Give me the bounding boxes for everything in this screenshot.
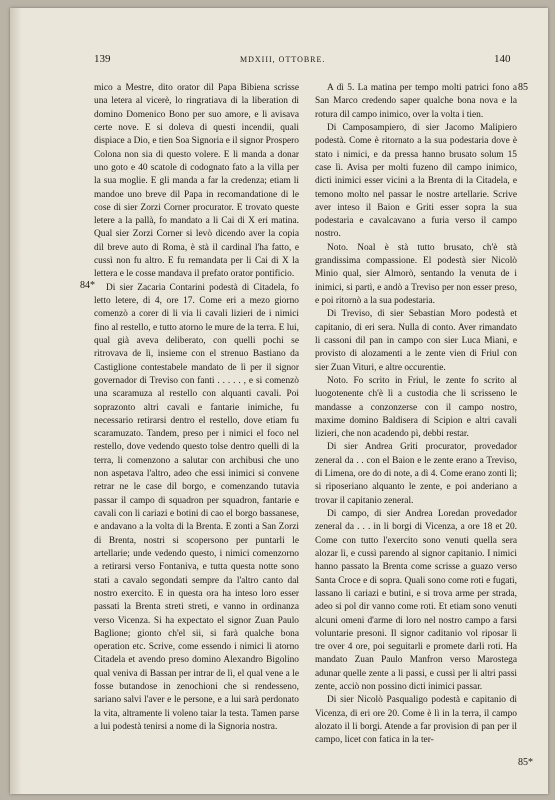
book-spine-shadow: [10, 8, 22, 794]
running-title: MDXIII, OTTOBRE.: [240, 55, 326, 64]
paragraph: Di Treviso, di sier Sebastian Moro podestà et capitanio, di eri sera. Nulla di conto. Aver rimandato li cassoni dil pan in campo con sier Luca Miani, e provisto di alozamenti a le zente vien di Friul con sier Zuan Vituri, e altre occurentie.: [315, 309, 517, 373]
right-text-column: [315, 82, 517, 748]
margin-number-85: 85: [518, 82, 528, 93]
paragraph: Noto. Noal è stà tutto brusato, ch'è stà grandissima compassione. El podestà sier Nicolò Minio qual, sier Almorò, sentando la venuta de i inimici, si partì, e andò a Treviso per non esser preso, e poi ritornò a la sua podestaria.: [315, 242, 517, 306]
paragraph: Di sier Nicolò Pasqualigo podestà e capitanio di Vicenza, di eri ore 20. Come è lì in la terra, il campo alozato il li borgi. Atende a far provision di pan per il campo, licet con fatica in la ter-: [315, 695, 517, 746]
paragraph: Noto. Fo scrito in Friul, le zente fo scrito al luogotenente ch'è lì a custodia che li scrisseno le mandasse a conzonzerse con il campo nostro, maxime domino Baldisera di Scipion e altri cavali lizieri, che non acadendo pì, debbi restar.: [315, 375, 517, 440]
paragraph: Di campo, di sier Andrea Loredan provedador zeneral da . . . in li borgi di Vicenza, a ore 18 et 20. Come con tutto l'exercito sono venuti quella sera alozar lì, e cussì parendo al signor capitanio. I nimici hanno passato la Brenta come scrisse a guazo verso Santa Croce e di sopra. Quali sono come roti e fugati, lassano li cariazi e butini, e si trova arme per strada, adeo si pol dir vanno come roti. Et etiam sono venuti alcuni omeni d'arme di loro nel nostro campo a farsi voluntarie presoni. Il signor caditanio vol riposar lì tre over 4 ore, poi seguitarli e promete darli roti. Ha mandato Zuan Paulo Manfron verso Marostega adunar quelle zente a li passi, e cussì per li altri passi zente, acciò non possino dicti inimici passar.: [315, 509, 517, 693]
paragraph: Di sier Zacaria Contarini podestà di Citadela, fo letto letere, di 4, ore 17. Come eri a mezo giorno comenzò a corer di li via li cavali lizieri de i nimici fino al restello, e tutto atorno le mure de la terra. E lui, qual già aveva deliberato, con quelli pochi se ritrovava de lì, insieme con el strenuo Bastiano da Castiglione contestabele mandato de lì per il signor governador di Treviso con fanti . . . . . , e si comenzò una scaramuza al restello con alquanti cavali. Poi soprazonto altri cavali e fantarie inimiche, fu necessario retirarsi dentro el restello, dove etiam fu scaramuzato. Tandem, preso per i nimici el foco nel restello, dove vedendo questo tolse dentro quelli di la terra, li comenzono a salutar con archibusi che uno non aspetava l'altro, adeo che essi inimici si convene retrar ne le case dil borgo, e comenzando tutavia passar il campo di squadron per squadron, fantarie e cavali con li cariazi e botini di cao el borgo bassanese, e andavano a la volta di la Brenta. E zonti a San Zorzi di Brenta, nostri si scopersono per puntarli le artellarie; unde vedendo questo, i nimici comenzorno a retirarsi verso Fontaniva, e tutta questa notte sono stati a cavalo segondati sempre da l'altro canto dal nostro exercito. E in questa ora ha inteso loro esser passati la Brenta streti streti, e vanno in ordinanza verso Vicenza. Si ha expectato el signor Zuan Paulo Baglione; gionto ch'el sii, si farà qualche bona operation etc. Scrive, come essendo i nimici lì atorno Citadela et avendo preso domino Alexandro Bigolino qual veniva di Bassan per intrar de lì, el qual vene a le fosse butandose in zenochioni che si rendesseno, sariano salvi l'aver e le persone, e a lui sarà perdonato la vita, altramente li voleno taiar la testa. Tamen parse a lui podestà tenirsi a nome di la Signoria nostra.: [94, 282, 299, 732]
left-text-column: [94, 82, 299, 734]
left-page-number: 139: [94, 53, 111, 65]
paragraph: Di sier Andrea Griti procurator, provedador zeneral da . . con el Baion e le zente erano a Treviso, di Limena, ore do di note, a dì 4. Come erano zonti lì; si riposeriano alquanto le zente, e poi anderiano a trovar il capitanio zeneral.: [315, 442, 517, 506]
margin-number-84: 84*: [80, 280, 95, 291]
paragraph: A dì 5. La matina per tempo molti patrici fono a San Marco credendo saper qualche bona nova e la rotura dil campo inimico, over la volta i tien.: [315, 83, 517, 120]
paragraph: Di Camposampiero, di sier Jacomo Malipiero podestà. Come è ritornato a la sua podestaria dove è stato i nimici, e da pressa hanno brusato solum 15 case lì. Avisa per molti fuzeno dil campo inimico, dicti inimici esser vicini a la Brenta di la Citadela, e temono molto nel passar le nostre artellarie. Scrive aver inteso il Baion e Griti esser sopra la sua podestaria e cavalcavano a furia verso il campo nostro.: [315, 122, 517, 240]
running-header: [10, 53, 548, 69]
book-page: [10, 8, 548, 794]
right-page-number: 140: [494, 53, 511, 65]
paragraph: mico a Mestre, dito orator dil Papa Bibiena scrisse una letera al vicerè, lo ringratiava di la liberation di domino Domenico Bono per suo amore, e li avisava certe nove. E si doleva di questi incendii, quali dispiace a Dio, e tien Soa Signoria e il signor Prospero Colona non sia di questo volere. E li manda a donar uno goto e 40 scatole di codognato fato a la villa per la sua moglie. E gli manda a far la credenza; etiam li mandoe uno breve dil Papa in recomandatione di le cose di sier Zorzi Corner procurator. E trovato queste letere a la pallà, fo mandato a li Cai di X eri matina. Qual sier Zorzi Corner si levò dicendo aver la copia dil breve auto di Roma, è stà il cardinal l'ha fatto, e cussì non fu altro. E fu remandata per li Cai di X la lettera e le cosse mandava il prefato orator pontificio.: [94, 83, 299, 280]
margin-number-85-star: 85*: [518, 757, 533, 768]
